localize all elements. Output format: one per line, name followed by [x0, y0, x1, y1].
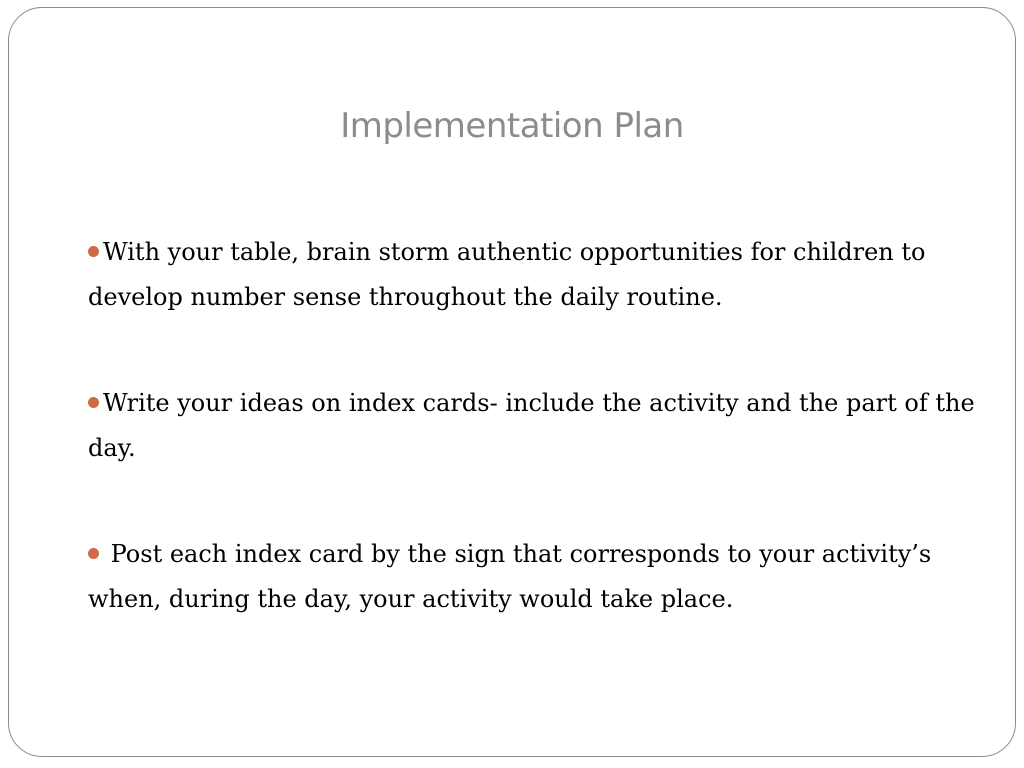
bullet-text: Write your ideas on index cards- include the activity and the part of the day. — [88, 389, 975, 462]
slide-title: Implementation Plan — [340, 106, 684, 146]
bullet-point-icon — [88, 397, 99, 408]
bullet-item — [88, 381, 978, 471]
bullet-item — [88, 230, 978, 320]
bullet-item — [88, 532, 978, 622]
bullet-point-icon — [88, 246, 99, 257]
slide — [8, 7, 1016, 757]
bullet-text: Post each index card by the sign that corresponds to your activity’s when, during the day, your activity would take place. — [88, 540, 932, 613]
bullet-list — [88, 230, 978, 683]
bullet-point-icon — [88, 548, 99, 559]
bullet-text: With your table, brain storm authentic opportunities for children to develop number sense throughout the daily routine. — [88, 238, 926, 311]
